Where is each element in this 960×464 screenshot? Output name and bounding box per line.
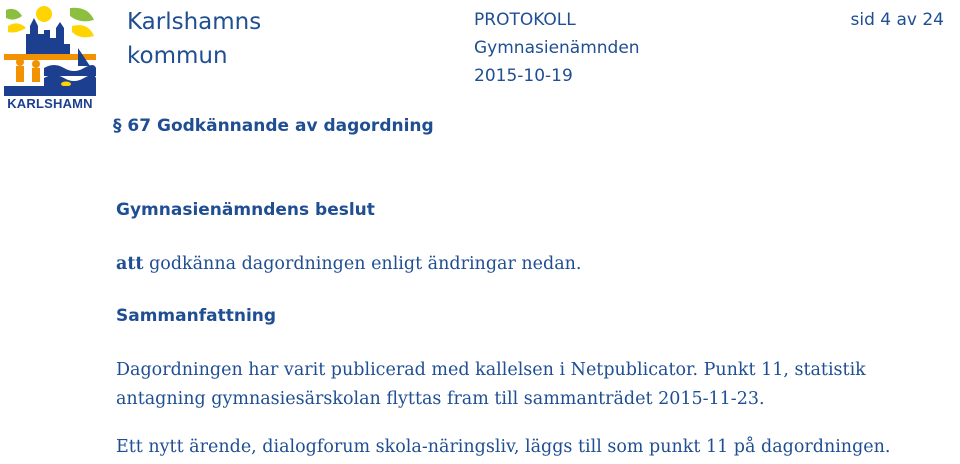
summary-line-2: antagning gymnasiesärskolan flyttas fram till sammanträdet 2015-11-23. — [116, 389, 765, 409]
att-keyword: att — [116, 254, 144, 274]
summary-paragraph — [116, 356, 866, 414]
org-line-1: Karlshamns — [127, 9, 262, 35]
karlshamn-logo — [4, 4, 96, 112]
coat-of-arms-icon — [4, 4, 96, 96]
section-title: § 67 Godkännande av dagordning — [113, 116, 434, 136]
summary-heading: Sammanfattning — [116, 306, 277, 326]
document-type: PROTOKOLL — [474, 10, 576, 30]
protocol-block — [474, 6, 640, 90]
summary-line-1: Dagordningen har varit publicerad med kallelsen i Netpublicator. Punkt 11, statistik — [116, 360, 866, 380]
page-number: sid 4 av 24 — [850, 10, 944, 30]
decision-text — [116, 250, 582, 279]
organization-name — [127, 5, 261, 73]
org-line-2: kommun — [127, 43, 228, 69]
summary-new-item: Ett nytt ärende, dialogforum skola-näringsliv, läggs till som punkt 11 på dagordningen. — [116, 437, 891, 457]
committee-name: Gymnasienämnden — [474, 38, 640, 58]
decision-heading: Gymnasienämndens beslut — [116, 200, 375, 220]
logo-wordmark: KARLSHAMN — [7, 96, 93, 111]
meeting-date: 2015-10-19 — [474, 66, 573, 86]
decision-body: godkänna dagordningen enligt ändringar nedan. — [143, 254, 582, 274]
